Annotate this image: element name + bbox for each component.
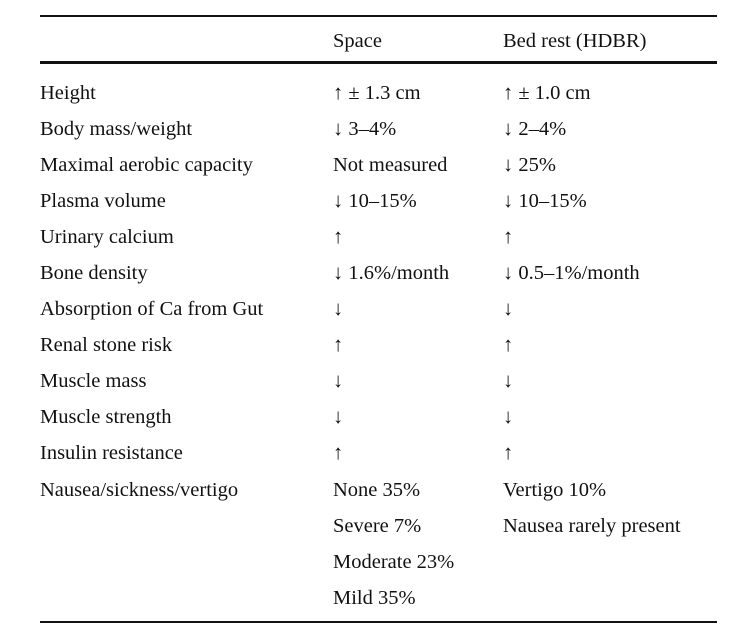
row-height-bed-rest: ↑ ± 1.0 cm (503, 82, 591, 104)
row-nausea-space-line-1: None 35% (333, 479, 421, 501)
row-bone-density-label: Bone density (40, 262, 148, 284)
row-bone-density-space: ↓ 1.6%/month (333, 262, 450, 284)
row-renal-stone-label: Renal stone risk (40, 334, 173, 356)
row-insulin-resistance-label: Insulin resistance (40, 442, 183, 464)
row-ca-absorption-bed-rest: ↓ (503, 298, 514, 320)
row-height-label: Height (40, 82, 96, 104)
row-muscle-mass-label: Muscle mass (40, 370, 147, 392)
row-height-space: ↑ ± 1.3 cm (333, 82, 421, 104)
header-bed-rest: Bed rest (HDBR) (503, 30, 647, 52)
row-insulin-resistance-space: ↑ (333, 442, 344, 464)
row-muscle-mass-bed-rest: ↓ (503, 370, 514, 392)
row-muscle-strength-label: Muscle strength (40, 406, 172, 428)
row-plasma-volume-label: Plasma volume (40, 190, 166, 212)
row-muscle-mass-space: ↓ (333, 370, 344, 392)
row-nausea-space-line-3: Moderate 23% (333, 551, 455, 573)
row-insulin-resistance-bed-rest: ↑ (503, 442, 514, 464)
row-muscle-strength-bed-rest: ↓ (503, 406, 514, 428)
row-aerobic-capacity-label: Maximal aerobic capacity (40, 154, 253, 176)
row-plasma-volume-space: ↓ 10–15% (333, 190, 417, 212)
row-urinary-calcium-label: Urinary calcium (40, 226, 174, 248)
row-body-mass-space: ↓ 3–4% (333, 118, 397, 140)
row-bone-density-bed-rest: ↓ 0.5–1%/month (503, 262, 640, 284)
row-body-mass-bed-rest: ↓ 2–4% (503, 118, 567, 140)
row-urinary-calcium-space: ↑ (333, 226, 344, 248)
row-nausea-space-line-4: Mild 35% (333, 587, 416, 609)
row-urinary-calcium-bed-rest: ↑ (503, 226, 514, 248)
row-nausea-label: Nausea/sickness/vertigo (40, 479, 239, 501)
row-ca-absorption-label: Absorption of Ca from Gut (40, 298, 264, 320)
row-nausea-space-line-2: Severe 7% (333, 515, 422, 537)
row-body-mass-label: Body mass/weight (40, 118, 193, 140)
row-nausea-bed-rest-line-1: Vertigo 10% (503, 479, 607, 501)
row-ca-absorption-space: ↓ (333, 298, 344, 320)
header-space: Space (333, 30, 382, 52)
row-renal-stone-space: ↑ (333, 334, 344, 356)
row-plasma-volume-bed-rest: ↓ 10–15% (503, 190, 587, 212)
row-aerobic-capacity-bed-rest: ↓ 25% (503, 154, 556, 176)
table-top-rule (40, 15, 717, 17)
row-muscle-strength-space: ↓ (333, 406, 344, 428)
row-nausea-bed-rest-line-2: Nausea rarely present (503, 515, 681, 537)
table-bottom-rule (40, 621, 717, 623)
row-aerobic-capacity-space: Not measured (333, 154, 448, 176)
table-header-rule (40, 61, 717, 64)
row-renal-stone-bed-rest: ↑ (503, 334, 514, 356)
